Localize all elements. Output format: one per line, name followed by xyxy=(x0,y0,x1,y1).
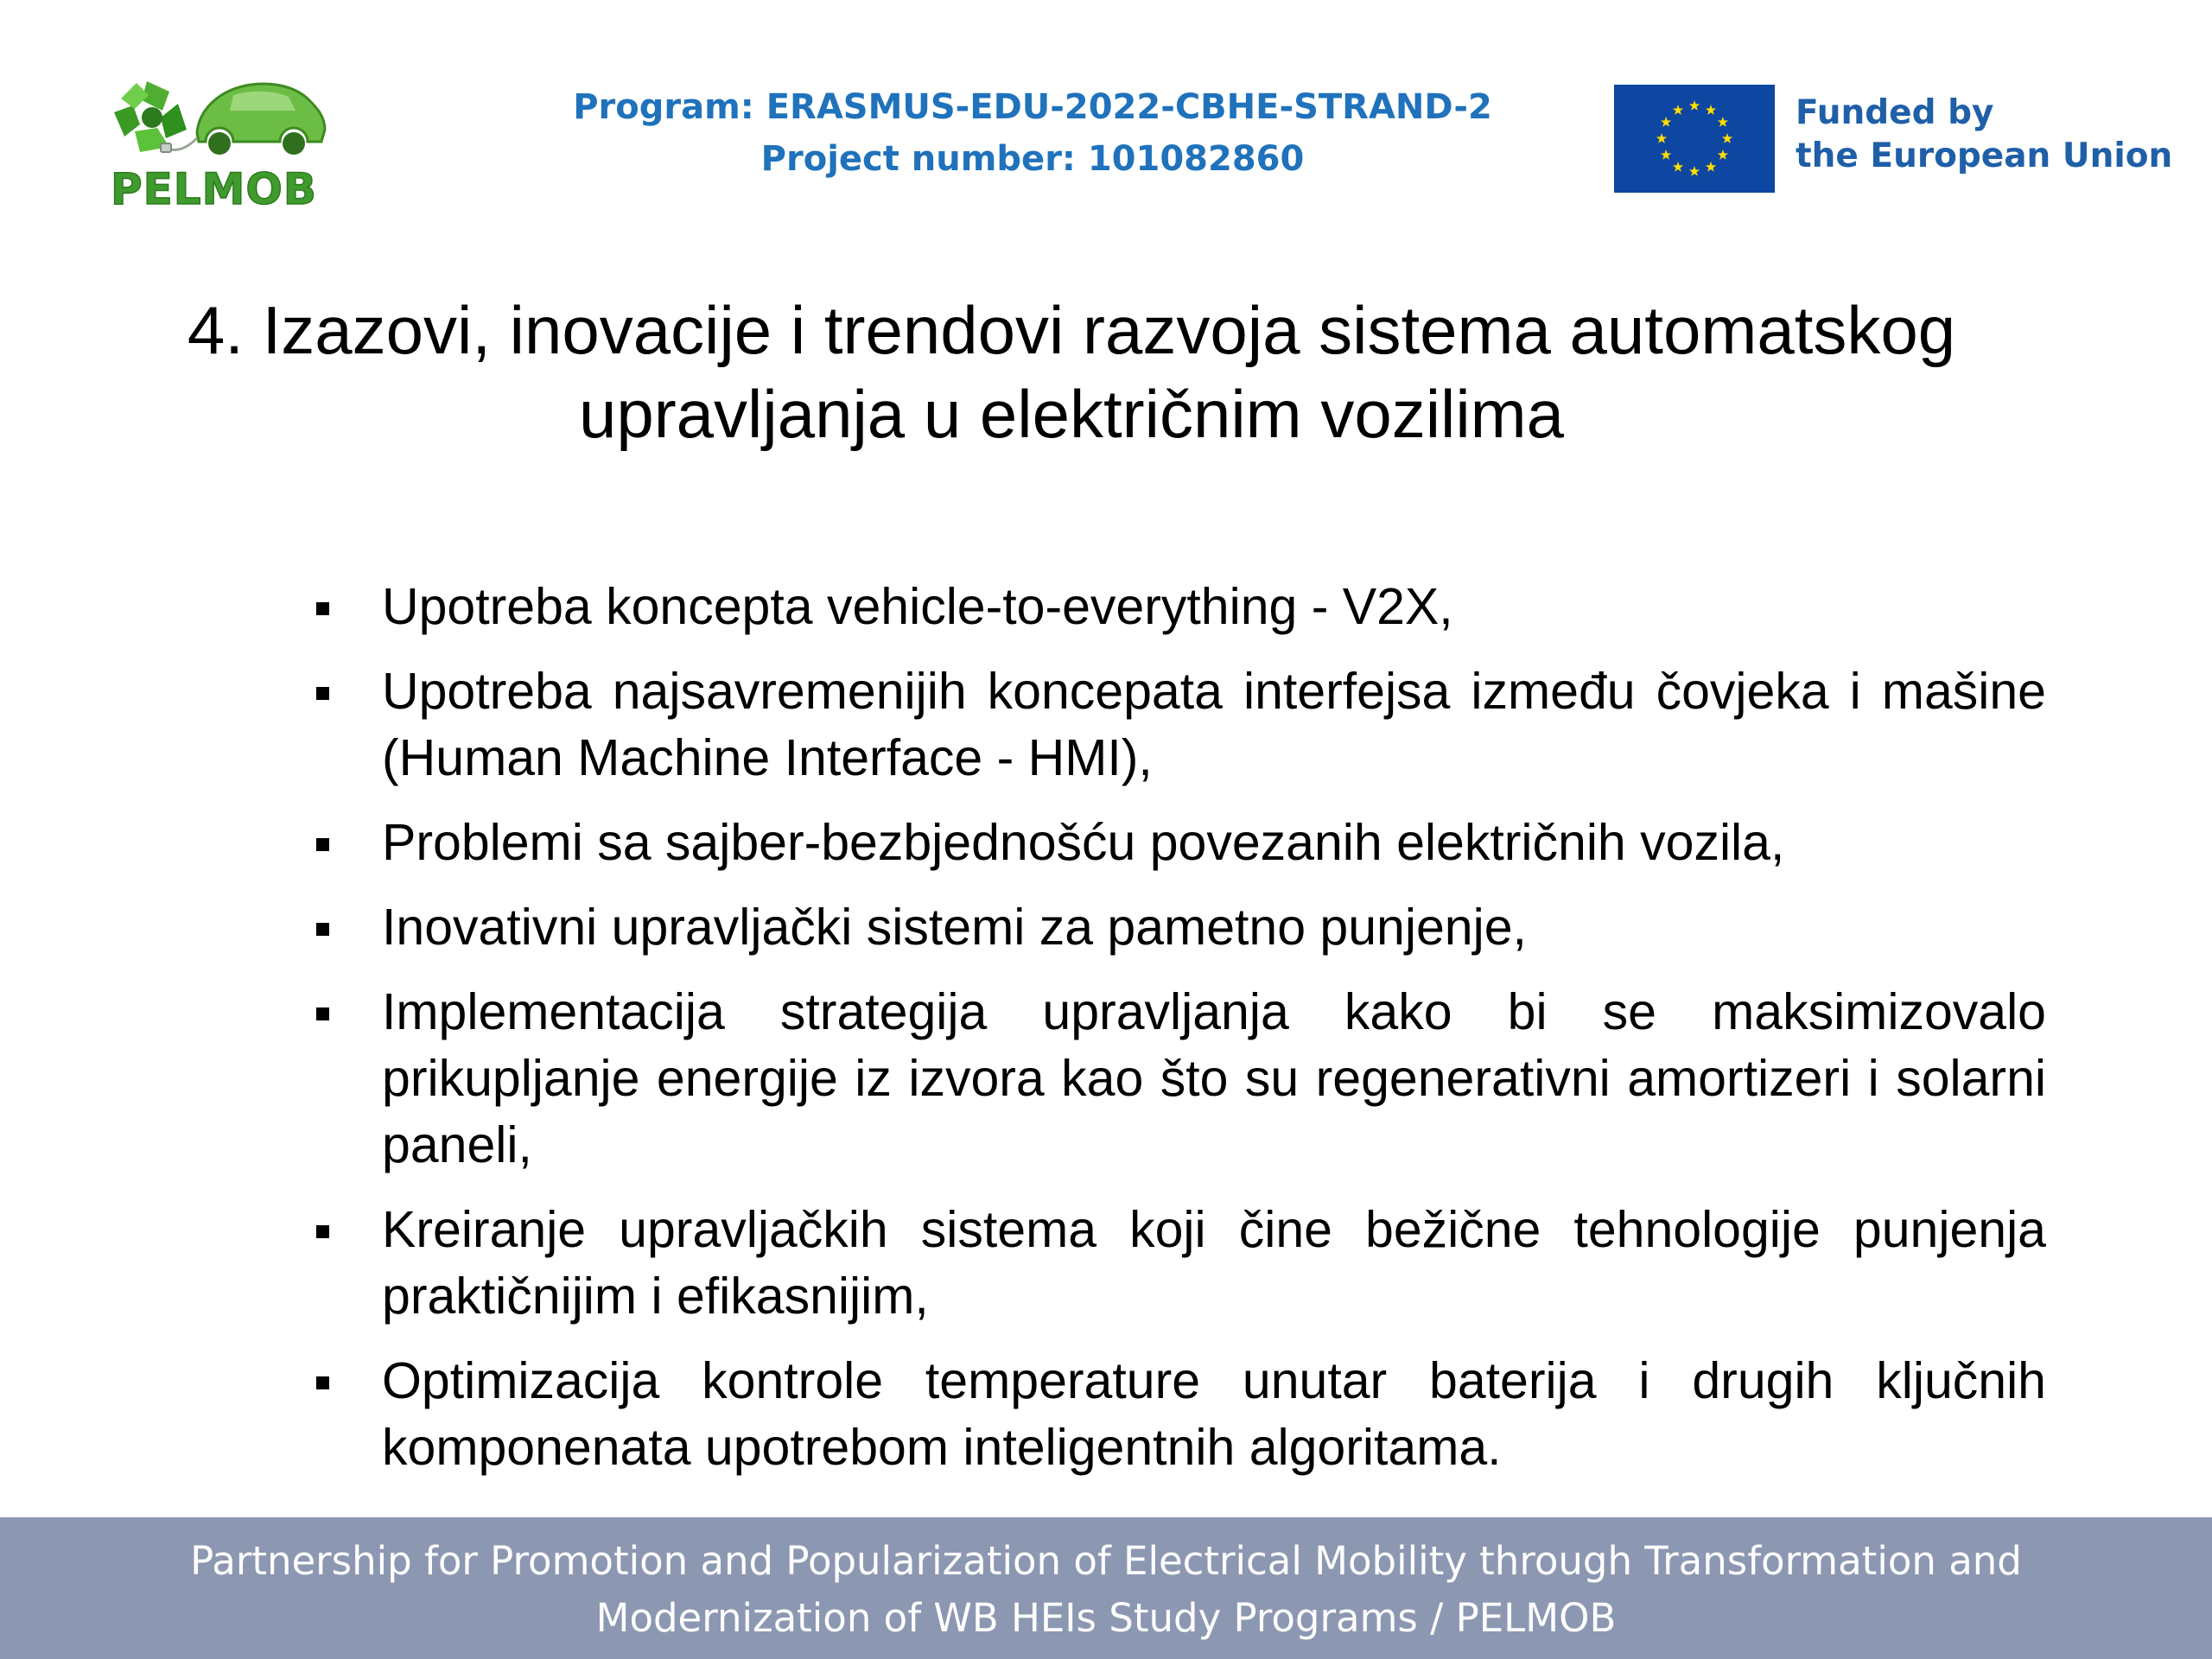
pelmob-logo xyxy=(104,69,337,220)
bullet-text: Problemi sa sajber-bezbjednošću povezanih električnih vozila, xyxy=(382,814,1785,871)
list-item xyxy=(311,810,2046,876)
footer-bar xyxy=(0,1517,2212,1659)
title-line-2: upravljanja u električnim vozilima xyxy=(578,376,1565,452)
bullet-square-icon xyxy=(316,602,329,615)
program-line: Program: ERASMUS-EDU-2022-CBHE-STRAND-2 xyxy=(573,87,1492,127)
bullet-text: Upotreba najsavremenijih koncepata interfejsa između čovjeka i mašine (Human Machine Interface - HMI), xyxy=(382,663,2046,786)
footer-line-2: Modernization of WB HEIs Study Programs / PELMOB xyxy=(595,1595,1617,1641)
footer-text xyxy=(52,1533,2160,1647)
bullet-square-icon xyxy=(316,838,329,851)
bullet-square-icon xyxy=(316,1007,329,1020)
bullet-text: Implementacija strategija upravljanja kako bi se maksimizovalo prikupljanje energije iz izvora kao što su regenerativni amortizeri i solarni paneli, xyxy=(382,983,2046,1173)
eu-funding-text xyxy=(1796,92,2176,178)
program-info xyxy=(510,81,1555,185)
list-item xyxy=(311,1348,2046,1481)
bullet-text: Kreiranje upravljačkih sistema koji čine bežične tehnologije punjenja praktičnijim i efikasnijim, xyxy=(382,1201,2046,1325)
bullet-list xyxy=(311,574,2046,1499)
bullet-text: Optimizacija kontrole temperature unutar baterija i drugih ključnih komponenata upotrebom inteligentnih algoritama. xyxy=(382,1352,2046,1476)
list-item xyxy=(311,574,2046,640)
eu-funding-badge xyxy=(1614,85,2176,193)
eu-line-1: Funded by xyxy=(1796,93,1994,132)
bullet-square-icon xyxy=(316,923,329,936)
bullet-text: Upotreba koncepta vehicle-to-everything - V2X, xyxy=(382,578,1453,635)
bullet-square-icon xyxy=(316,687,329,700)
list-item xyxy=(311,979,2046,1179)
list-item xyxy=(311,894,2046,961)
bullet-square-icon xyxy=(316,1225,329,1238)
recycle-car-icon xyxy=(104,69,337,164)
bullet-text: Inovativni upravljački sistemi za pametno punjenje, xyxy=(382,899,1527,956)
footer-line-1: Partnership for Promotion and Popularization of Electrical Mobility through Transformation and xyxy=(190,1538,2022,1584)
bullet-square-icon xyxy=(316,1376,329,1389)
eu-flag-icon xyxy=(1614,85,1775,193)
eu-line-2: the European Union xyxy=(1796,137,2173,175)
project-number: Project number: 101082860 xyxy=(760,139,1305,179)
list-item xyxy=(311,658,2046,791)
title-line-1: 4. Izazovi, inovacije i trendovi razvoja sistema automatskog xyxy=(187,292,1956,368)
logo-text: PELMOB xyxy=(111,164,318,214)
list-item xyxy=(311,1197,2046,1330)
page-title xyxy=(86,289,2056,456)
